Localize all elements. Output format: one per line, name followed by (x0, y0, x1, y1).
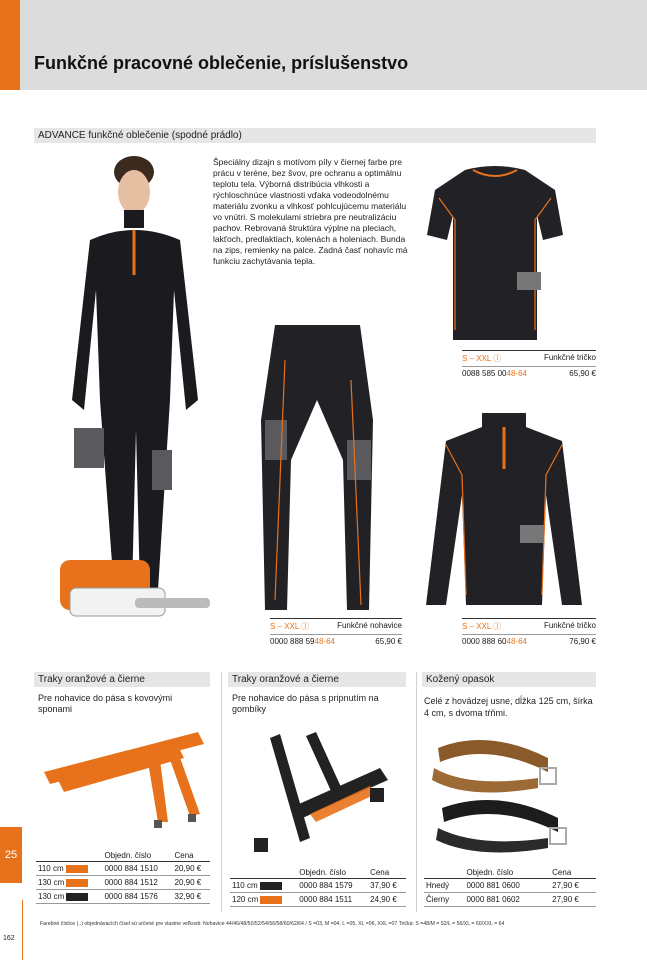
table-row: 130 cm 0000 884 1512 20,90 € (36, 876, 210, 890)
page-number: 162 (3, 935, 15, 942)
product-row-pants: S – XXL Ⓘ Funkčné nohavice 0000 888 5948-64 65,90 € (270, 618, 402, 646)
shirt-short-sleeve-photo (425, 160, 565, 345)
page-section-tab: 25 (0, 827, 22, 883)
belt-heading: Kožený opasok (422, 672, 596, 687)
braces1-heading: Traky oranžové a čierne (34, 672, 210, 687)
page-title: Funkčné pracovné oblečenie, príslušenstvo (34, 53, 409, 73)
braces2-description: Pre nohavice do pása s pripnutím na gombíky (232, 693, 379, 714)
braces2-photo (250, 728, 410, 858)
braces2-heading: Traky oranžové a čierne (228, 672, 406, 687)
pants-photo (255, 320, 380, 620)
advance-heading: ADVANCE funkčné oblečenie (spodné prádlo) (34, 128, 596, 143)
table-row: Hnedý 0000 881 0600 27,90 € (424, 879, 596, 893)
table-row: 130 cm 0000 884 1576 32,90 € (36, 890, 210, 904)
footer-note: Farebné číslice (..) objednávacích čísel sú určené pre vlastne veľkosti: Nohavice 44/46/48/50/52/54/56/58/60/62/64 / S =03, M =04, L =05, XL =06, XXL =07 Tričká: S =48/M = 52/L = 56/XL = 60/XXL = 64 (40, 921, 505, 927)
divider (221, 672, 222, 912)
braces2-table: Objedn. číslo Cena 110 cm 0000 884 1579 37,90 € 120 cm 0000 884 1511 24,90 € (230, 867, 406, 907)
divider (416, 672, 417, 912)
table-row: Čierny 0000 881 0602 27,90 € (424, 893, 596, 907)
braces1-table: Objedn. číslo Cena 110 cm 0000 884 1510 20,90 € 130 cm 0000 884 1512 20,90 € 130 cm 0000 884 1576 32,90 € (36, 850, 210, 904)
table-row: 120 cm 0000 884 1511 24,90 € (230, 893, 406, 907)
braces1-description: Pre nohavice do pása s kovovými sponami (38, 693, 173, 714)
side-accent-line (22, 900, 23, 960)
braces1-photo (38, 722, 208, 832)
belt-photo (428, 728, 588, 858)
header-accent-bar (0, 0, 20, 90)
header-band (20, 0, 647, 90)
table-row: 110 cm 0000 884 1510 20,90 € (36, 862, 210, 876)
model-photo (40, 150, 212, 640)
product-row-shirt-1: S – XXL Ⓘ Funkčné tričko 0088 585 0048-64 65,90 € (462, 350, 596, 378)
product-row-shirt-2: S – XXL Ⓘ Funkčné tričko 0000 888 6048-64 76,90 € (462, 618, 596, 646)
advance-description: Špeciálny dizajn s motívom píly v čiernej farbe pre prácu v teréne, bez švov, pre ochranu a optimálnu teplotu tela. Výborná distribúcia vlhkosti a rýchloschnúce vlastnosti vďaka vodeodolnému materiálu zvonku a vlhkosť pohlcujúcemu materiálu vo vnútri. S molekulami striebra pre neutralizáciu pachov. Rebrovaná štruktúra výplne na pleciach, lakťoch, predlaktiach, kolenách a holeniach. Bunda na zips, remienky na palce. Zadná časť nohavíc má funkciu zachytávania tepla. (213, 157, 408, 266)
belt-description: Celé z hovädzej usne, dĺžka 125 cm, šírka 4 cm, s dvoma tŕňmi. (424, 696, 593, 718)
shirt-long-sleeve-photo (422, 405, 587, 610)
table-row: 110 cm 0000 884 1579 37,90 € (230, 879, 406, 893)
belt-table: Objedn. číslo Cena Hnedý 0000 881 0600 27,90 € Čierny 0000 881 0602 27,90 € (424, 867, 596, 907)
